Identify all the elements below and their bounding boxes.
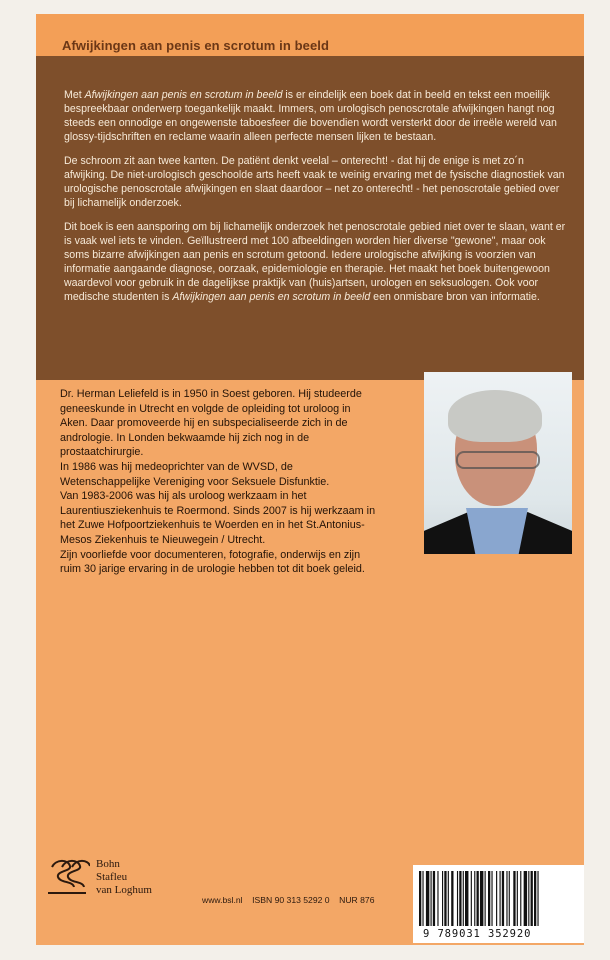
publisher-name: Bohn Stafleu van Loghum <box>96 858 152 896</box>
barcode-bar <box>448 871 449 926</box>
barcode-bar <box>477 871 479 926</box>
barcode-bar <box>502 871 504 926</box>
bio-line: Van 1983-2006 was hij als uroloog werkzaam in het <box>60 490 307 503</box>
photo-hair <box>448 390 542 442</box>
barcode-bar <box>457 871 458 926</box>
barcode-bar <box>480 871 483 926</box>
barcode-bar <box>459 871 461 926</box>
publisher-website: www.bsl.nl <box>202 895 243 905</box>
title-bar <box>36 14 584 56</box>
footer-info <box>202 895 374 905</box>
barcode-bar <box>534 871 536 926</box>
bio-line: prostaatchirurgie. <box>60 446 144 459</box>
summary-paragraph-3: Dit boek is een aansporing om bij lichamelijk onderzoek het penoscrotale gebied niet over te slaan, want er is vaak wel iets te vinden. Geïllustreerd met 100 afbeeldingen worden hier diverse "gewone", maar ook soms bizarre afwijkingen aan penis en scrotum getoond. Iedere urologische afwijking is voorzien van informatie aangaande diagnose, oorzaak, epidemiologie en therapie. Het maakt het boek buitengewoon waardevol voor gebruik in de dagelijkse praktijk van (huis)artsen, urologen en seksuologen. Ook voor medische studenten is Afwijkingen aan penis en scrotum in beeld een onmisbare bron van informatie. <box>64 221 566 303</box>
barcode-bar <box>513 871 515 926</box>
barcode-bar <box>419 871 421 926</box>
barcode-bar <box>528 871 529 926</box>
barcode-bar <box>531 871 533 926</box>
barcode-bar <box>442 871 443 926</box>
barcode-bar <box>520 871 521 926</box>
author-photo <box>424 372 572 554</box>
nur-code: NUR 876 <box>339 895 375 905</box>
book-back-cover <box>36 14 584 945</box>
author-bio <box>60 387 432 577</box>
barcode-bar <box>524 871 527 926</box>
bio-line: andrologie. In Londen bekwaamde hij zich nog in de <box>60 431 310 444</box>
book-title: Afwijkingen aan penis en scrotum in beeld <box>62 38 330 53</box>
barcode-bar <box>491 871 492 926</box>
bio-line: In 1986 was hij medeoprichter van de WVSD, de <box>60 460 293 473</box>
summary-paragraph-2: De schroom zit aan twee kanten. De patiënt denkt veelal – onterecht! - dat hij de enige is met zo´n afwijking. De niet-urologisch geschoolde arts heeft vaak te weinig ervaring met de fysische diagnostiek van urologische penoscrotale afwijkingen en slaat daardoor – net zo onterecht! - het penoscrotale gebied over bij lichamelijk onderzoek. <box>64 155 565 209</box>
barcode-bar <box>537 871 538 926</box>
barcode-bar <box>500 871 501 926</box>
barcode-bar <box>444 871 446 926</box>
barcode-bar <box>426 871 429 926</box>
bio-line: Wetenschappelijke Vereniging voor Seksuele Disfunktie. <box>60 475 330 488</box>
barcode-bar <box>517 871 518 926</box>
barcode-bar <box>485 871 486 926</box>
bio-line: het Zuwe Hofpoortziekenhuis te Woerden en in het St.Antonius- <box>60 519 365 532</box>
publisher-logo-icon <box>46 857 90 897</box>
bio-line: Zijn voorliefde voor documenteren, fotografie, onderwijs en zijn <box>60 548 361 561</box>
summary-panel <box>36 56 584 380</box>
barcode-bar <box>488 871 490 926</box>
barcode-bar <box>509 871 510 926</box>
photo-shirt <box>466 508 528 554</box>
bio-line: ruim 30 jarige ervaring in de urologie hebben tot dit boek geleid. <box>60 563 365 576</box>
barcode-bar <box>433 871 435 926</box>
barcode-bar <box>506 871 507 926</box>
barcode-bar <box>465 871 468 926</box>
bio-line: geneeskunde in Utrecht en volgde de opleiding tot uroloog in <box>60 402 351 415</box>
photo-glasses <box>456 451 540 469</box>
bio-line: Mesos Ziekenhuis te Nieuwegein / Utrecht. <box>60 533 266 546</box>
bio-line: Laurentiusziekenhuis te Roermond. Sinds 2007 is hij werkzaam in <box>60 504 376 517</box>
bio-line: Aken. Daar promoveerde hij en subspecialiseerde zich in de <box>60 417 348 430</box>
barcode-bar <box>451 871 453 926</box>
barcode <box>413 865 584 943</box>
barcode-number: 9 789031 352920 <box>423 928 532 940</box>
barcode-bar <box>431 871 432 926</box>
barcode-bar <box>496 871 497 926</box>
barcode-bar <box>471 871 472 926</box>
barcode-bar <box>422 871 423 926</box>
isbn-text: ISBN 90 313 5292 0 <box>252 895 330 905</box>
bio-line: Dr. Herman Leliefeld is in 1950 in Soest geboren. Hij studeerde <box>60 388 362 400</box>
barcode-bar <box>463 871 464 926</box>
barcode-bar <box>474 871 475 926</box>
barcode-bar <box>437 871 438 926</box>
barcode-bars <box>419 871 580 926</box>
summary-paragraph-1: Met Afwijkingen aan penis en scrotum in beeld is er eindelijk een boek dat in beeld en tekst een moeilijk bespreekbaar onderwerp toegankelijk maakt. Immers, om urologisch penoscrotale afwijkingen hangt nog steeds een onnodige en ongewenste taboesfeer die bovendien wordt versterkt door de irreële wereld van glossy-tijdschriften en reclame waarin alleen perfecte mensen lijken te bestaan. <box>64 89 557 143</box>
